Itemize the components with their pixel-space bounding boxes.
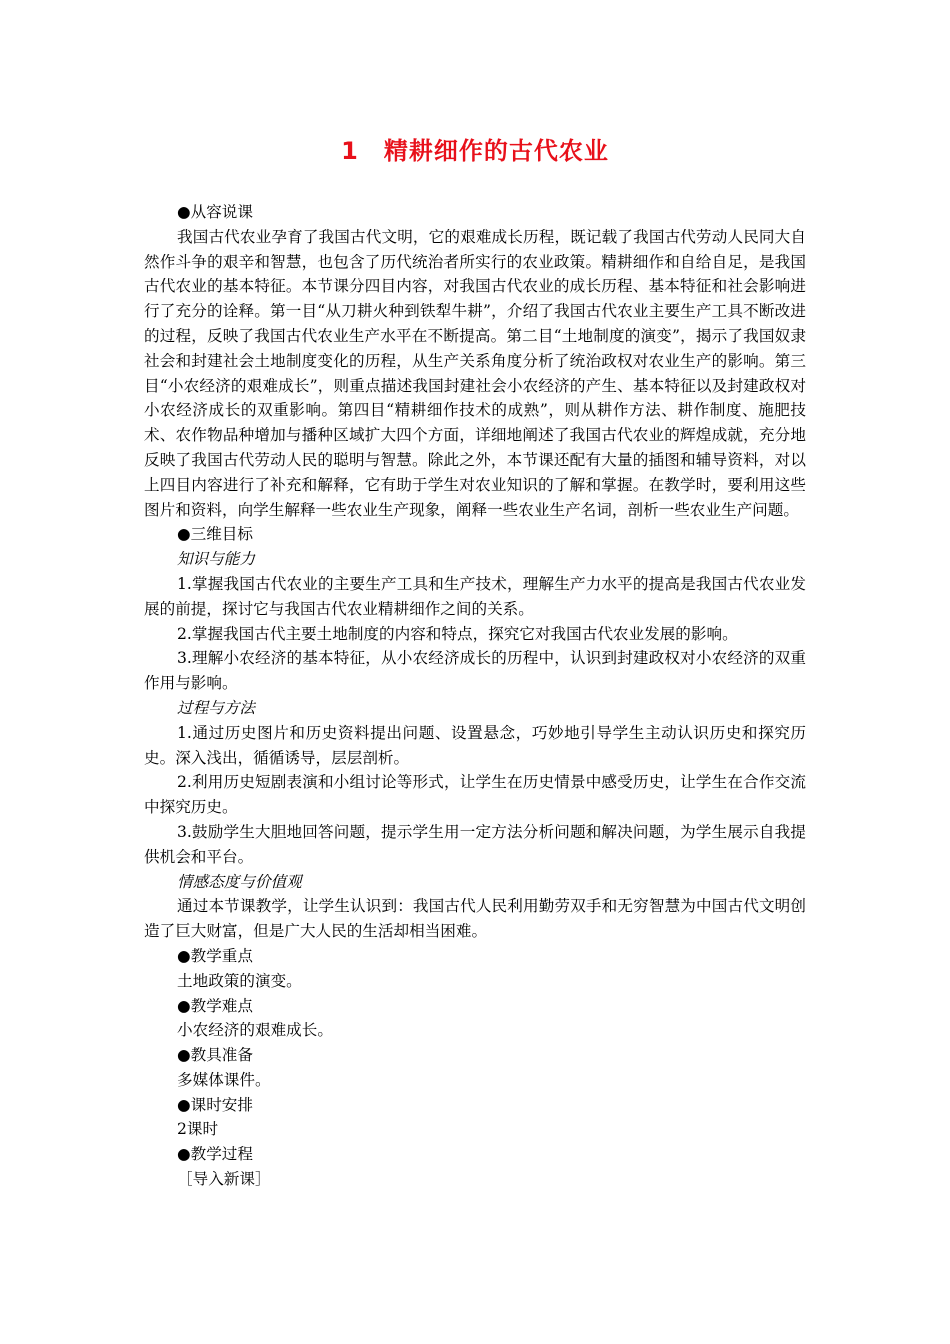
materials-text: 多媒体课件。 — [177, 1070, 271, 1089]
emotion-paragraph: 通过本节课教学，让学生认识到：我国古代人民利用勤劳双手和无穷智慧为中国古代文明创造了巨大财富，但是广大人民的生活却相当困难。 — [144, 897, 806, 941]
subheading-process: 过程与方法 — [177, 698, 255, 717]
document-body — [144, 200, 806, 1192]
section-heading-process-steps: ●教学过程 — [177, 1145, 253, 1164]
subheading-knowledge: 知识与能力 — [177, 550, 255, 569]
process-item: 3.鼓励学生大胆地回答问题，提示学生用一定方法分析问题和解决问题，为学生展示自我提供机会和平台。 — [144, 822, 806, 866]
page-title: 1 精耕细作的古代农业 — [341, 137, 609, 165]
process-item: 2.利用历史短剧表演和小组讨论等形式，让学生在历史情景中感受历史，让学生在合作交流中探究历史。 — [144, 773, 806, 817]
process-item: 1.通过历史图片和历史资料提出问题、设置悬念，巧妙地引导学生主动认识历史和探究历史。深入浅出，循循诱导，层层剖析。 — [144, 723, 806, 767]
section-heading-key-point: ●教学重点 — [177, 946, 253, 965]
section-heading-goals: ●三维目标 — [177, 525, 253, 544]
difficulty-text: 小农经济的艰难成长。 — [177, 1021, 333, 1040]
schedule-text: 2课时 — [177, 1120, 219, 1139]
intro-paragraph: 我国古代农业孕育了我国古代文明，它的艰难成长历程，既记载了我国古代劳动人民同大自然作斗争的艰辛和智慧，也包含了历代统治者所实行的农业政策。精耕细作和自给自足，是我国古代农业的基本特征。本节课分四目内容，对我国古代农业的成长历程、基本特征和社会影响进行了充分的诠释。第一目“从刀耕火种到铁犁牛耕”，介绍了我国古代农业主要生产工具不断改进的过程，反映了我国古代农业生产水平在不断提高。第二目“土地制度的演变”，揭示了我国奴隶社会和封建社会土地制度变化的历程，从生产关系角度分析了统治政权对农业生产的影响。第三目“小农经济的艰难成长”，则重点描述我国封建社会小农经济的产生、基本特征以及封建政权对小农经济成长的双重影响。第四目“精耕细作技术的成熟”，则从耕作方法、耕作制度、施肥技术、农作物品种增加与播种区域扩大四个方面，详细地阐述了我国古代农业的辉煌成就，充分地反映了我国古代劳动人民的聪明与智慧。除此之外，本节课还配有大量的插图和辅导资料，对以上四目内容进行了补充和解释，它有助于学生对农业知识的了解和掌握。在教学时，要利用这些图片和资料，向学生解释一些农业生产现象，阐释一些农业生产名词，剖析一些农业生产问题。 — [144, 227, 806, 519]
section-heading-materials: ●教具准备 — [177, 1046, 253, 1065]
knowledge-item: 1.掌握我国古代农业的主要生产工具和生产技术，理解生产力水平的提高是我国古代农业发展的前提，探讨它与我国古代农业精耕细作之间的关系。 — [144, 574, 806, 618]
subheading-emotion: 情感态度与价值观 — [177, 872, 302, 891]
key-point-text: 土地政策的演变。 — [177, 971, 302, 990]
intro-new-lesson: ［导入新课］ — [177, 1170, 271, 1189]
section-heading-difficulty: ●教学难点 — [177, 996, 253, 1015]
knowledge-item: 3.理解小农经济的基本特征，从小农经济成长的历程中，认识到封建政权对小农经济的双重作用与影响。 — [144, 649, 806, 693]
section-heading-schedule: ●课时安排 — [177, 1095, 253, 1114]
knowledge-item: 2.掌握我国古代主要土地制度的内容和特点，探究它对我国古代农业发展的影响。 — [177, 624, 738, 643]
section-heading-intro: ●从容说课 — [177, 203, 253, 221]
